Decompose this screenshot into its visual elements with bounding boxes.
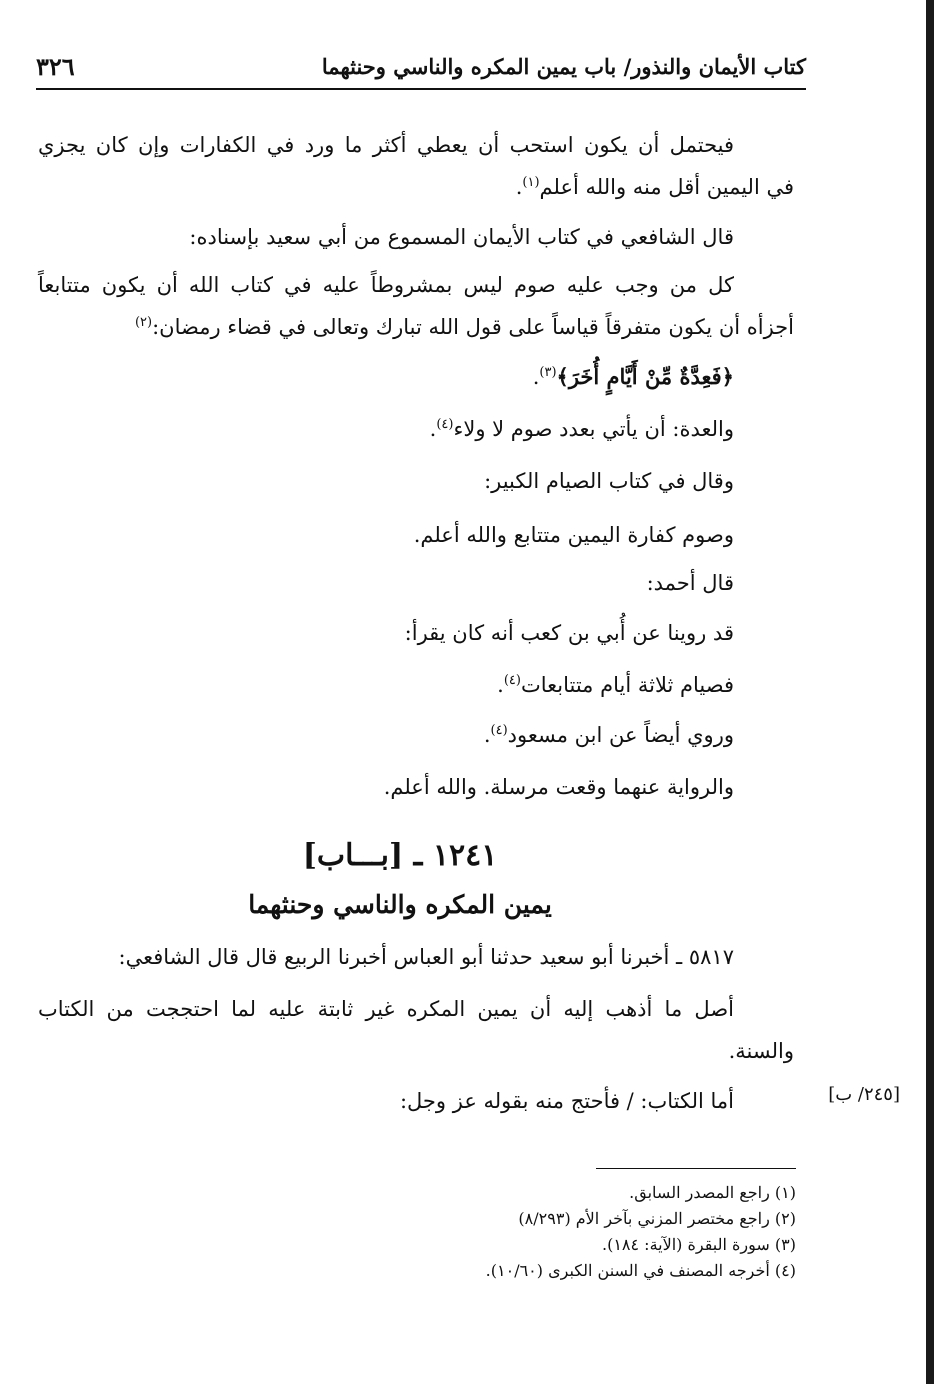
footnote-ref-3: (٣) xyxy=(539,365,557,380)
paragraph-10 xyxy=(60,720,734,752)
footnote-ref-4b: (٤) xyxy=(503,673,521,688)
paragraph-3-text: أجزأه أن يكون متفرقاً قياساً على قول الله تبارك وتعالى في قضاء رمضان: xyxy=(152,315,794,339)
paragraph-13-line-1: أصل ما أذهب إليه أن يمين المكره غير ثابتة عليه لما احتججت من الكتاب xyxy=(38,997,734,1021)
running-title: كتاب الأيمان والنذور/ باب يمين المكره والناسي وحنثهما xyxy=(321,54,806,79)
paragraph-6: وصوم كفارة اليمين متتابع والله أعلم. xyxy=(413,523,734,547)
footnote-ref-2: (٢) xyxy=(134,315,153,330)
page-number: ٣٢٦ xyxy=(36,52,75,81)
footnote-ref-4a: (٤) xyxy=(436,417,454,432)
page-header xyxy=(36,48,806,90)
paragraph-4-end: . xyxy=(429,417,437,441)
paragraph-9 xyxy=(60,670,734,702)
footnote-2: (٢) راجع مختصر المزني بآخر الأم (٨/٢٩٣) xyxy=(518,1209,796,1228)
paragraph-3-line-1: كل من وجب عليه صوم ليس بمشروطاً عليه في كتاب الله أن يكون متتابعاً xyxy=(38,273,734,297)
paragraph-2: قال الشافعي في كتاب الأيمان المسموع من أبي سعيد بإسناده: xyxy=(189,225,734,249)
paragraph-4 xyxy=(60,414,734,446)
paragraph-9-end: . xyxy=(497,673,504,697)
paragraph-1-text: في اليمين أقل منه والله أعلم xyxy=(539,175,794,199)
paragraph-10-text: وروي أيضاً عن ابن مسعود xyxy=(507,723,734,747)
paragraph-1-line-1: فيحتمل أن يكون استحب أن يعطي أكثر ما ورد في الكفارات وإن كان يجزي xyxy=(38,133,734,157)
paragraph-5: وقال في كتاب الصيام الكبير: xyxy=(484,469,734,493)
paragraph-9-text: فصيام ثلاثة أيام متتابعات xyxy=(520,673,734,697)
chapter-number: ١٢٤١ ـ [بـــاب] xyxy=(302,838,498,873)
chapter-title: يمين المكره والناسي وحنثهما xyxy=(248,890,552,919)
footnote-divider xyxy=(596,1168,796,1169)
paragraph-4-text: والعدة: أن يأتي بعدد صوم لا ولاء xyxy=(453,417,734,441)
paragraph-1-end: . xyxy=(515,175,523,199)
paragraph-1-line-2 xyxy=(60,172,794,204)
paragraph-3-line-2 xyxy=(60,312,794,344)
hadith-5817: ٥٨١٧ ـ أخبرنا أبو سعيد حدثنا أبو العباس أخبرنا الربيع قال قال الشافعي: xyxy=(118,945,734,969)
paragraph-10-end: . xyxy=(483,723,491,747)
footnote-3: (٣) سورة البقرة (الآية: ١٨٤). xyxy=(601,1235,796,1254)
paragraph-11: والرواية عنهما وقعت مرسلة. والله أعلم. xyxy=(383,775,734,799)
paragraph-7: قال أحمد: xyxy=(646,571,734,595)
paragraph-14: أما الكتاب: / فأحتج منه بقوله عز وجل: xyxy=(399,1089,734,1113)
quran-text: ﴿فَعِدَّةٌ مِّنْ أَيَّامٍ أُخَرَ﴾ xyxy=(556,364,734,389)
manuscript-folio-note: [٢٤٥/ ب] xyxy=(828,1084,900,1105)
scan-edge xyxy=(926,0,934,1384)
quran-end: . xyxy=(532,365,540,389)
footnote-ref-1: (١) xyxy=(522,175,540,190)
footnote-ref-4c: (٤) xyxy=(490,723,508,738)
footnote-1: (١) راجع المصدر السابق. xyxy=(629,1183,796,1202)
footnote-4: (٤) أخرجه المصنف في السنن الكبرى (١٠/٦٠). xyxy=(485,1261,796,1280)
paragraph-8: قد روينا عن أُبي بن كعب أنه كان يقرأ: xyxy=(404,621,734,645)
quran-verse xyxy=(60,362,734,394)
paragraph-13-line-2: والسنة. xyxy=(728,1039,794,1063)
